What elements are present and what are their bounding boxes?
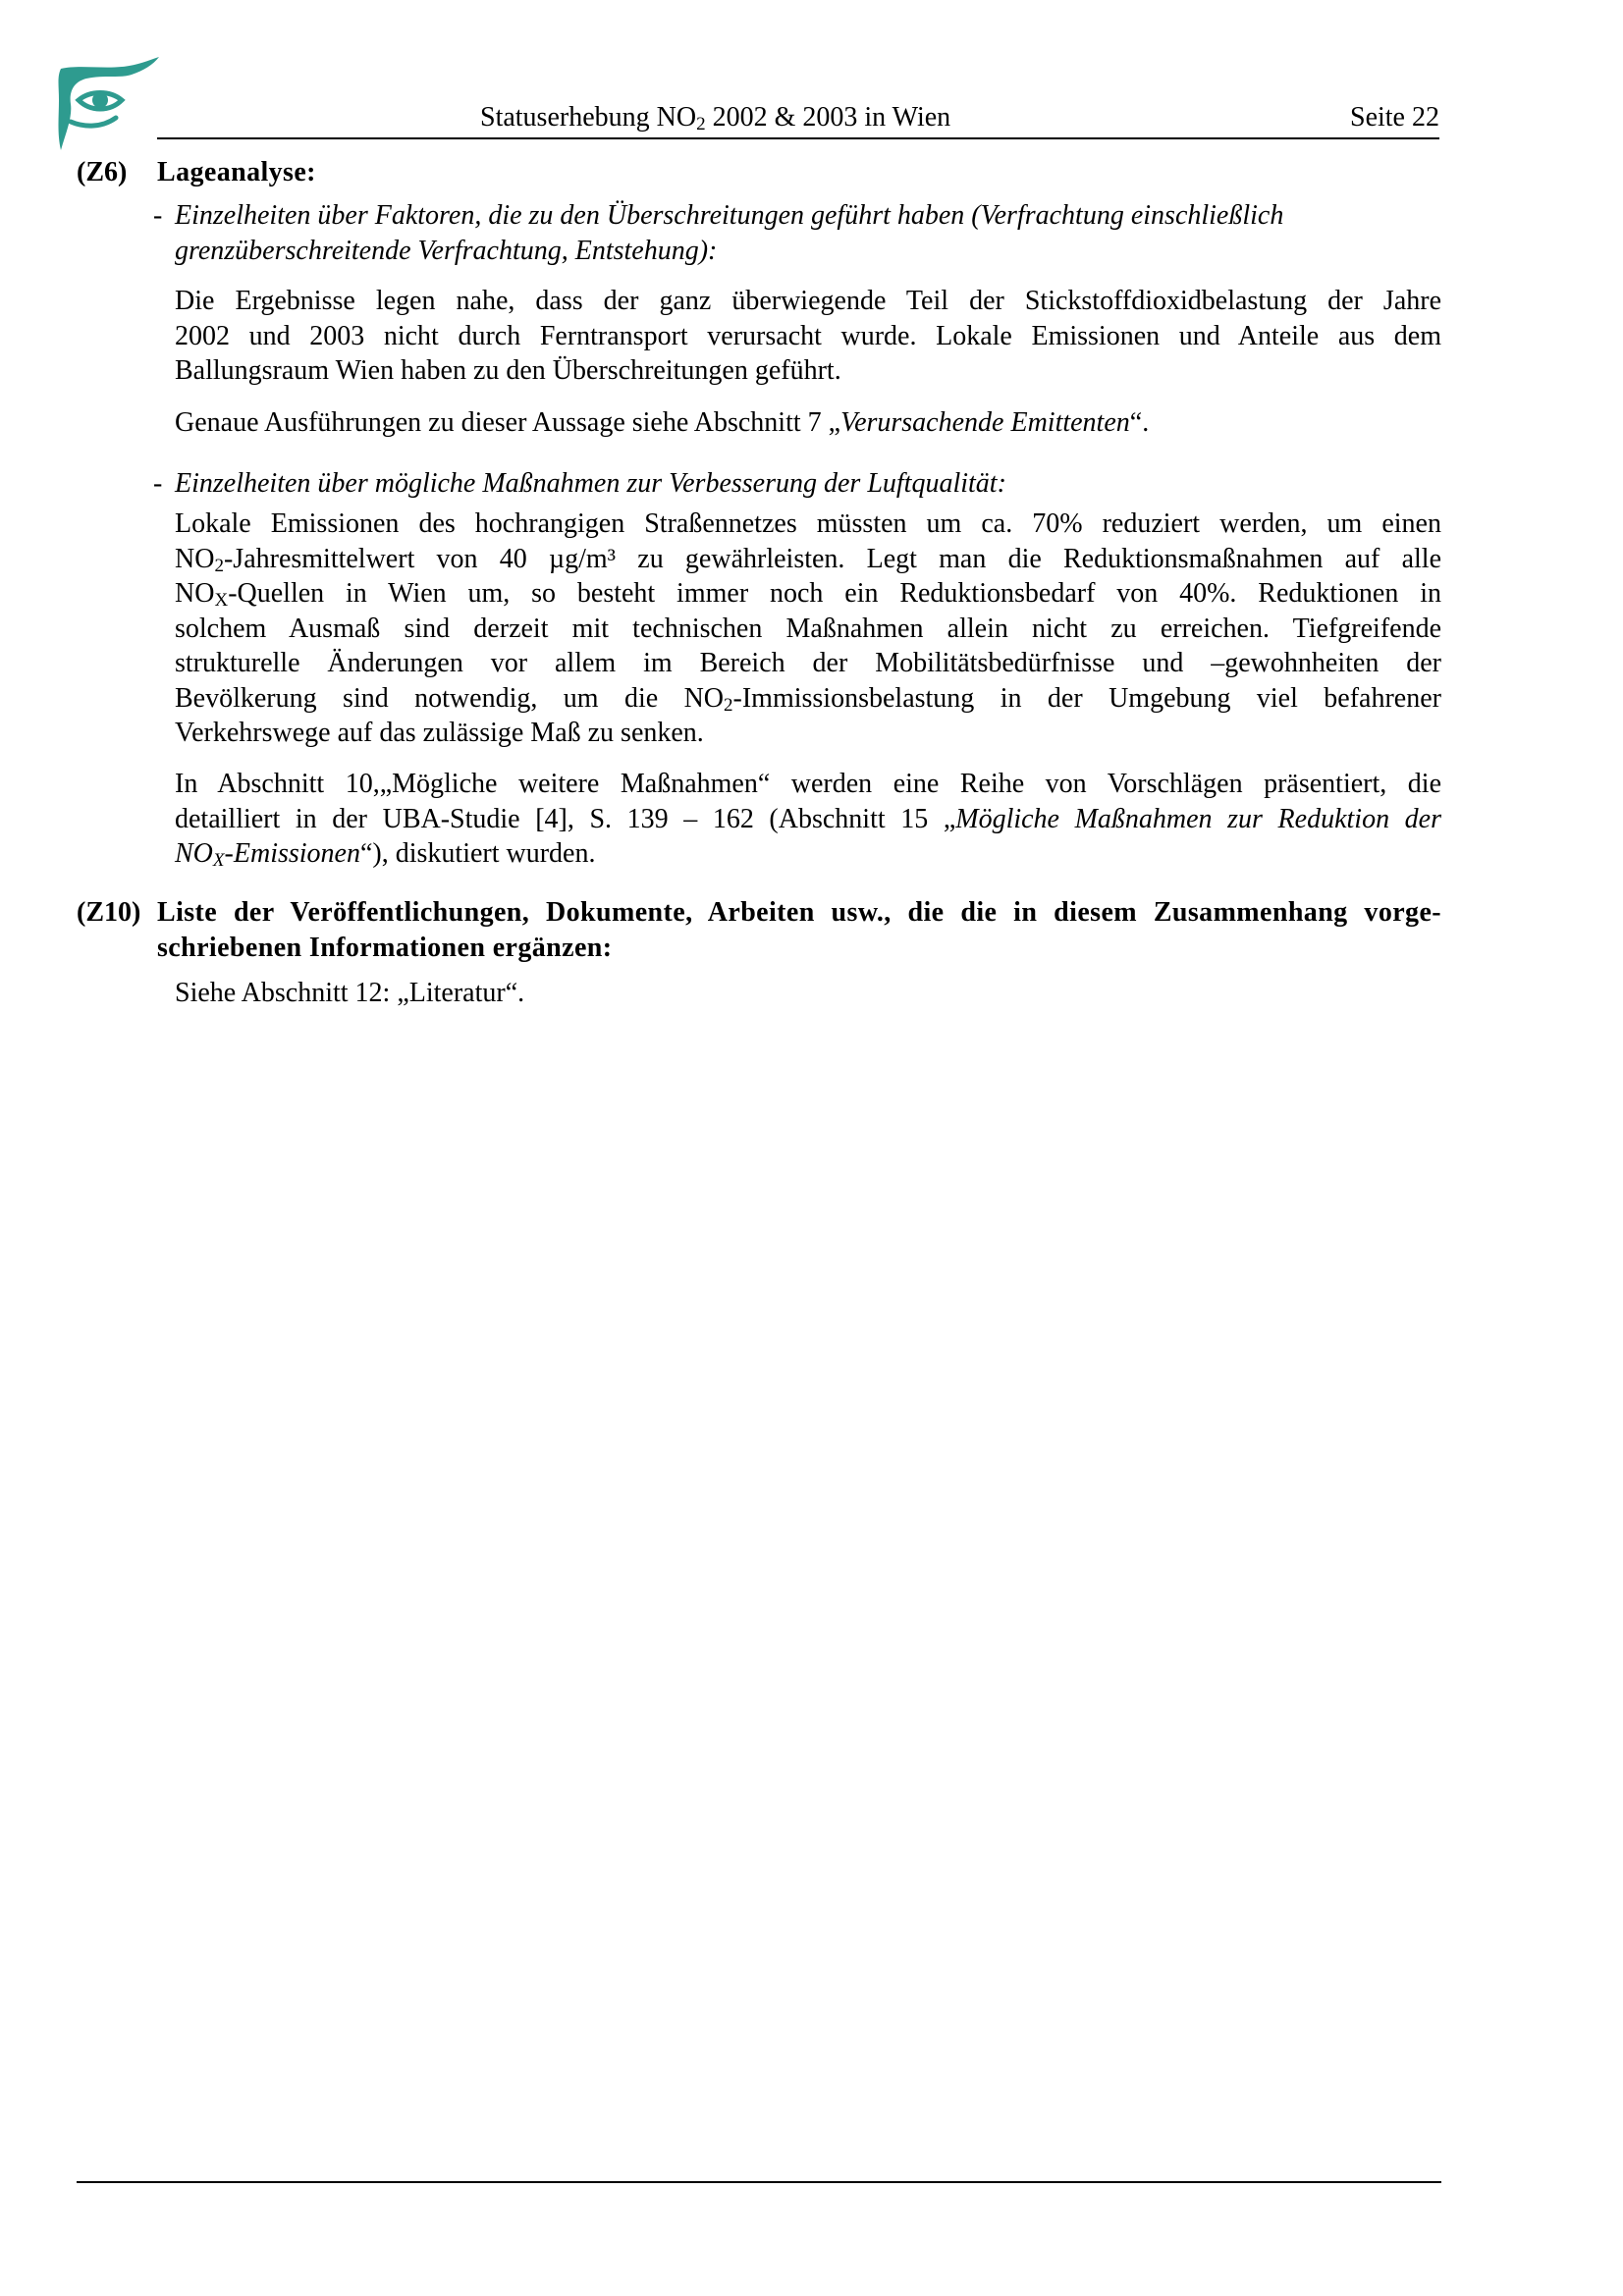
section-code: (Z10) [77, 897, 141, 928]
text-line: 2002 und 2003 nicht durch Ferntransport verursacht wurde. Lokale Emissionen und Anteile aus dem [175, 320, 1441, 351]
section-title: Lageanalyse: [157, 157, 316, 187]
text-line: Verkehrswege auf das zulässige Maß zu senken. [175, 718, 704, 748]
paragraph-results [175, 284, 1441, 389]
text-line: $NO_X$-Quellen in Wien um, so besteht immer noch ein Reduktionsbedarf von 40%. Reduktionen in [175, 578, 1441, 612]
page-number: Seite 22 [1350, 102, 1439, 133]
paragraph-emissions [175, 507, 1441, 751]
bullet-line: grenzüberschreitende Verfrachtung, Entstehung): [175, 235, 718, 266]
bullet-factors [153, 198, 1441, 268]
text-line: Bevölkerung sind notwendig, um die $NO_2$-Immissionsbelastung in der Umgebung viel befahrener [175, 682, 1441, 716]
text-line: $NO_X-Emissionen“$), diskutiert wurden. [175, 838, 596, 872]
text-line: detailliert in der UBA-Studie [4], S. 139 – 162 (Abschnitt 15 „Mögliche Maßnahmen zur Reduktion der [175, 803, 1441, 834]
text-line: Ballungsraum Wien haben zu den Überschreitungen geführt. [175, 355, 841, 386]
text-line: Genaue Ausführungen zu dieser Aussage siehe Abschnitt 7 „Verursachende Emittenten“. [175, 407, 1150, 438]
paragraph-further-measures [175, 767, 1441, 872]
bullet-measures [153, 466, 1441, 502]
bullet-line: Einzelheiten über Faktoren, die zu den Überschreitungen geführt haben (Verfrachtung einschließlich [175, 200, 1284, 231]
footer-rule [77, 2181, 1441, 2183]
text-line: solchem Ausmaß sind derzeit mit technischen Maßnahmen allein nicht zu erreichen. Tiefgreifende [175, 613, 1441, 644]
paragraph-reference [175, 405, 1441, 441]
text-line: Lokale Emissionen des hochrangigen Straßennetzes müssten um ca. 70% reduziert werden, um einen [175, 508, 1441, 539]
title-line: schriebenen Informationen ergänzen: [157, 932, 613, 963]
page-header [157, 98, 1439, 139]
text-line: strukturelle Änderungen vor allem im Bereich der Mobilitätsbedürfnisse und –gewohnheiten der [175, 648, 1441, 678]
paragraph-literature [175, 976, 1441, 1011]
organization-logo [57, 57, 165, 150]
section-code: (Z6) [77, 157, 128, 187]
bullet-dash: - [153, 468, 163, 499]
bullet-dash: - [153, 200, 163, 231]
document-title: Statuserhebung $NO_2$ 2002 & 2003 in Wien [480, 102, 951, 135]
title-line: Liste der Veröffentlichungen, Dokumente, Arbeiten usw., die die in diesem Zusammenhang vorge- [157, 897, 1441, 928]
bullet-line: Einzelheiten über mögliche Maßnahmen zur Verbesserung der Luftqualität: [175, 468, 1006, 499]
text-line: Siehe Abschnitt 12: „Literatur“. [175, 978, 525, 1008]
text-line: In Abschnitt 10,„Mögliche weitere Maßnahmen“ werden eine Reihe von Vorschlägen präsentiert, die [175, 769, 1441, 799]
section-title [157, 895, 1441, 965]
text-line: Die Ergebnisse legen nahe, dass der ganz überwiegende Teil der Stickstoffdioxidbelastung der Jahre [175, 286, 1441, 316]
text-line: $NO_2$-Jahresmittelwert von 40 µg/m³ zu gewährleisten. Legt man die Reduktionsmaßnahmen auf alle [175, 543, 1441, 576]
